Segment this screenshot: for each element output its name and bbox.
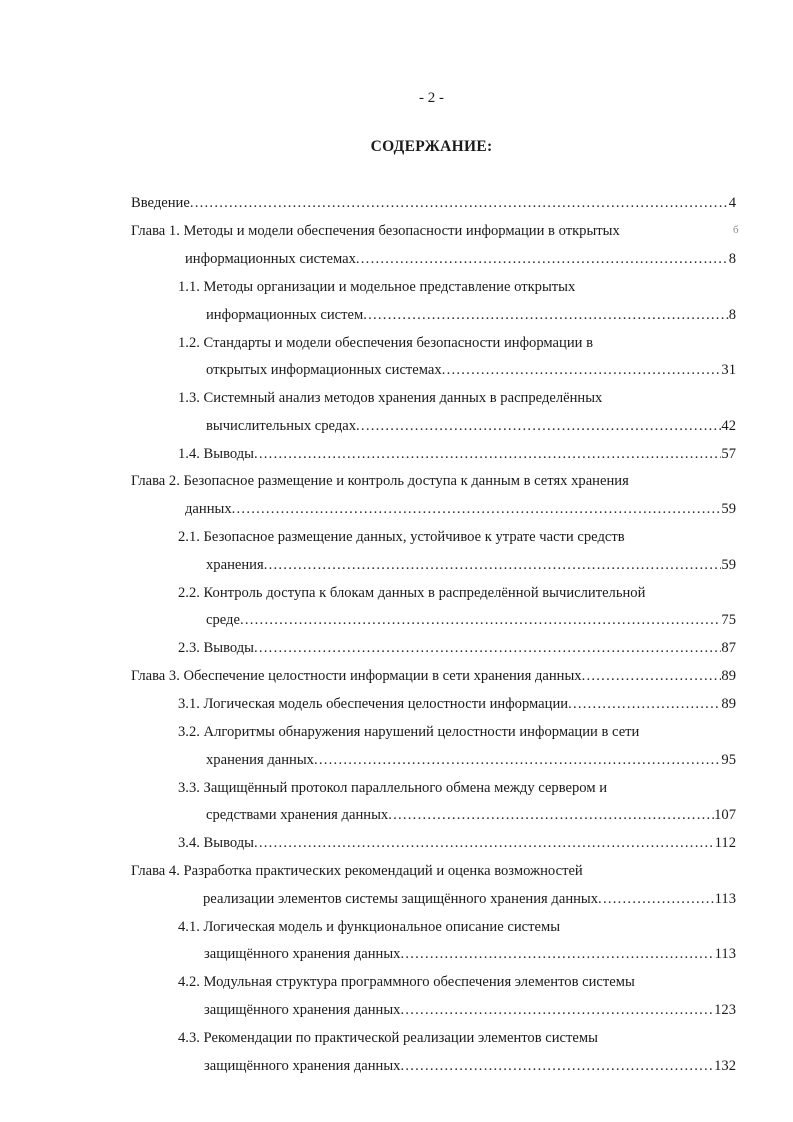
toc-entry-2-2-cont xyxy=(206,610,736,630)
toc-entry-text: Глава 4. Разработка практических рекомендаций и оценка возможностей xyxy=(131,863,583,879)
toc-entry-1-1-cont xyxy=(206,305,736,325)
toc-entry-4-1 xyxy=(178,917,560,937)
page-title: СОДЕРЖАНИЕ: xyxy=(370,138,493,155)
toc-leader-dots xyxy=(190,193,729,213)
stray-mark: б xyxy=(733,224,739,236)
toc-entry-text: хранения данных xyxy=(206,752,314,768)
toc-entry-text: защищённого хранения данных xyxy=(204,1002,401,1018)
toc-entry-3-1 xyxy=(178,694,736,714)
toc-entry-2-2 xyxy=(178,583,645,603)
toc-leader-dots xyxy=(598,889,715,909)
toc-leader-dots xyxy=(582,666,722,686)
toc-entry-1-2 xyxy=(178,333,593,353)
toc-entry-chapter-2 xyxy=(131,471,629,491)
toc-page-number: 57 xyxy=(721,446,736,462)
toc-entry-text: защищённого хранения данных xyxy=(204,1058,401,1074)
toc-entry-text: информационных системах xyxy=(185,251,356,267)
toc-page-number: 113 xyxy=(714,946,736,962)
toc-entry-1-1 xyxy=(178,277,575,297)
toc-entry-2-3 xyxy=(178,638,736,658)
toc-leader-dots xyxy=(254,638,721,658)
toc-entry-text: 1.3. Системный анализ методов хранения данных в распределённых xyxy=(178,390,603,406)
toc-leader-dots xyxy=(442,360,722,380)
toc-page-number: 59 xyxy=(721,501,736,517)
toc-page-number: 112 xyxy=(714,835,736,851)
toc-entry-text: реализации элементов системы защищённого хранения данных xyxy=(203,891,599,907)
toc-entry-text: информационных систем xyxy=(206,307,364,323)
toc-entry-text: 4.2. Модульная структура программного обеспечения элементов системы xyxy=(178,974,635,990)
toc-page-number: 59 xyxy=(721,557,736,573)
toc-entry-chapter-1-cont xyxy=(185,249,736,269)
toc-entry-text: данных xyxy=(185,501,232,517)
toc-leader-dots xyxy=(314,750,721,770)
toc-page-number: 89 xyxy=(721,668,736,684)
toc-entry-text: 1.4. Выводы xyxy=(178,446,254,462)
toc-entry-text: 4.3. Рекомендации по практической реализации элементов системы xyxy=(178,1030,598,1046)
toc-entry-text: 2.3. Выводы xyxy=(178,640,254,656)
toc-entry-text: 1.1. Методы организации и модельное представление открытых xyxy=(178,279,576,295)
toc-entry-introduction xyxy=(131,193,736,213)
toc-page-number: 75 xyxy=(721,612,736,628)
toc-page-number: 107 xyxy=(714,807,736,823)
toc-entry-2-1-cont xyxy=(206,555,736,575)
toc-leader-dots xyxy=(400,1000,714,1020)
toc-entry-4-2 xyxy=(178,972,635,992)
toc-entry-text: Глава 2. Безопасное размещение и контроль доступа к данным в сетях хранения xyxy=(131,473,629,489)
toc-leader-dots xyxy=(400,1056,714,1076)
toc-entry-3-4 xyxy=(178,833,736,853)
toc-leader-dots xyxy=(356,249,729,269)
toc-entry-chapter-4-cont xyxy=(203,889,736,909)
toc-entry-3-2-cont xyxy=(206,750,736,770)
toc-page-number: 132 xyxy=(714,1058,736,1074)
toc-entry-1-3-cont xyxy=(206,416,736,436)
toc-page-number: 42 xyxy=(721,418,736,434)
toc-entry-text: защищённого хранения данных xyxy=(204,946,401,962)
toc-entry-1-4 xyxy=(178,444,736,464)
toc-page-number: 31 xyxy=(721,362,736,378)
toc-entry-text: Глава 1. Методы и модели обеспечения безопасности информации в открытых xyxy=(131,223,620,239)
toc-entry-4-3 xyxy=(178,1028,598,1048)
toc-entry-text: 3.4. Выводы xyxy=(178,835,254,851)
toc-leader-dots xyxy=(363,305,728,325)
toc-entry-text: 4.1. Логическая модель и функциональное описание системы xyxy=(178,919,561,935)
toc-entry-text: среде xyxy=(206,612,240,628)
toc-page-number: 89 xyxy=(721,696,736,712)
toc-entry-text: средствами хранения данных xyxy=(206,807,389,823)
toc-page-number: 87 xyxy=(721,640,736,656)
toc-leader-dots xyxy=(356,416,721,436)
toc-entry-chapter-1 xyxy=(131,221,620,241)
toc-entry-chapter-3 xyxy=(131,666,736,686)
toc-leader-dots xyxy=(240,610,721,630)
toc-page-number: 4 xyxy=(728,195,736,211)
toc-entry-text: 2.2. Контроль доступа к блокам данных в распределённой вычислительной xyxy=(178,585,646,601)
toc-entry-1-3 xyxy=(178,388,602,408)
toc-entry-1-2-cont xyxy=(206,360,736,380)
toc-leader-dots xyxy=(232,499,722,519)
toc-page-number: 8 xyxy=(728,307,736,323)
toc-entry-text: 3.3. Защищённый протокол параллельного обмена между сервером и xyxy=(178,780,608,796)
toc-leader-dots xyxy=(400,944,714,964)
toc-entry-2-1 xyxy=(178,527,625,547)
toc-entry-text: 3.2. Алгоритмы обнаружения нарушений целостности информации в сети xyxy=(178,724,640,740)
toc-entry-4-3-cont xyxy=(204,1056,736,1076)
toc-leader-dots xyxy=(388,805,714,825)
toc-entry-3-3 xyxy=(178,778,607,798)
toc-page-number: 123 xyxy=(714,1002,736,1018)
toc-entry-text: 1.2. Стандарты и модели обеспечения безопасности информации в xyxy=(178,335,593,351)
toc-page-number: 113 xyxy=(714,891,736,907)
toc-entry-chapter-4 xyxy=(131,861,583,881)
toc-entry-3-3-cont xyxy=(206,805,736,825)
toc-entry-4-1-cont xyxy=(204,944,736,964)
toc-entry-chapter-2-cont xyxy=(185,499,736,519)
toc-entry-text: 3.1. Логическая модель обеспечения целостности информации xyxy=(178,696,569,712)
toc-entry-text: 2.1. Безопасное размещение данных, устойчивое к утрате части средств xyxy=(178,529,625,545)
toc-entry-text: Глава 3. Обеспечение целостности информации в сети хранения данных xyxy=(131,668,582,684)
toc-leader-dots xyxy=(254,444,721,464)
toc-leader-dots xyxy=(254,833,715,853)
toc-leader-dots xyxy=(264,555,722,575)
toc-entry-text: хранения xyxy=(206,557,264,573)
page-number: - 2 - xyxy=(419,90,444,106)
toc-entry-text: вычислительных средах xyxy=(206,418,357,434)
toc-entry-4-2-cont xyxy=(204,1000,736,1020)
toc-entry-text: открытых информационных системах xyxy=(206,362,442,378)
toc-page-number: 95 xyxy=(721,752,736,768)
toc-entry-3-2 xyxy=(178,722,639,742)
toc-leader-dots xyxy=(568,694,721,714)
toc-page-number: 8 xyxy=(728,251,736,267)
toc-entry-text: Введение xyxy=(131,195,190,211)
